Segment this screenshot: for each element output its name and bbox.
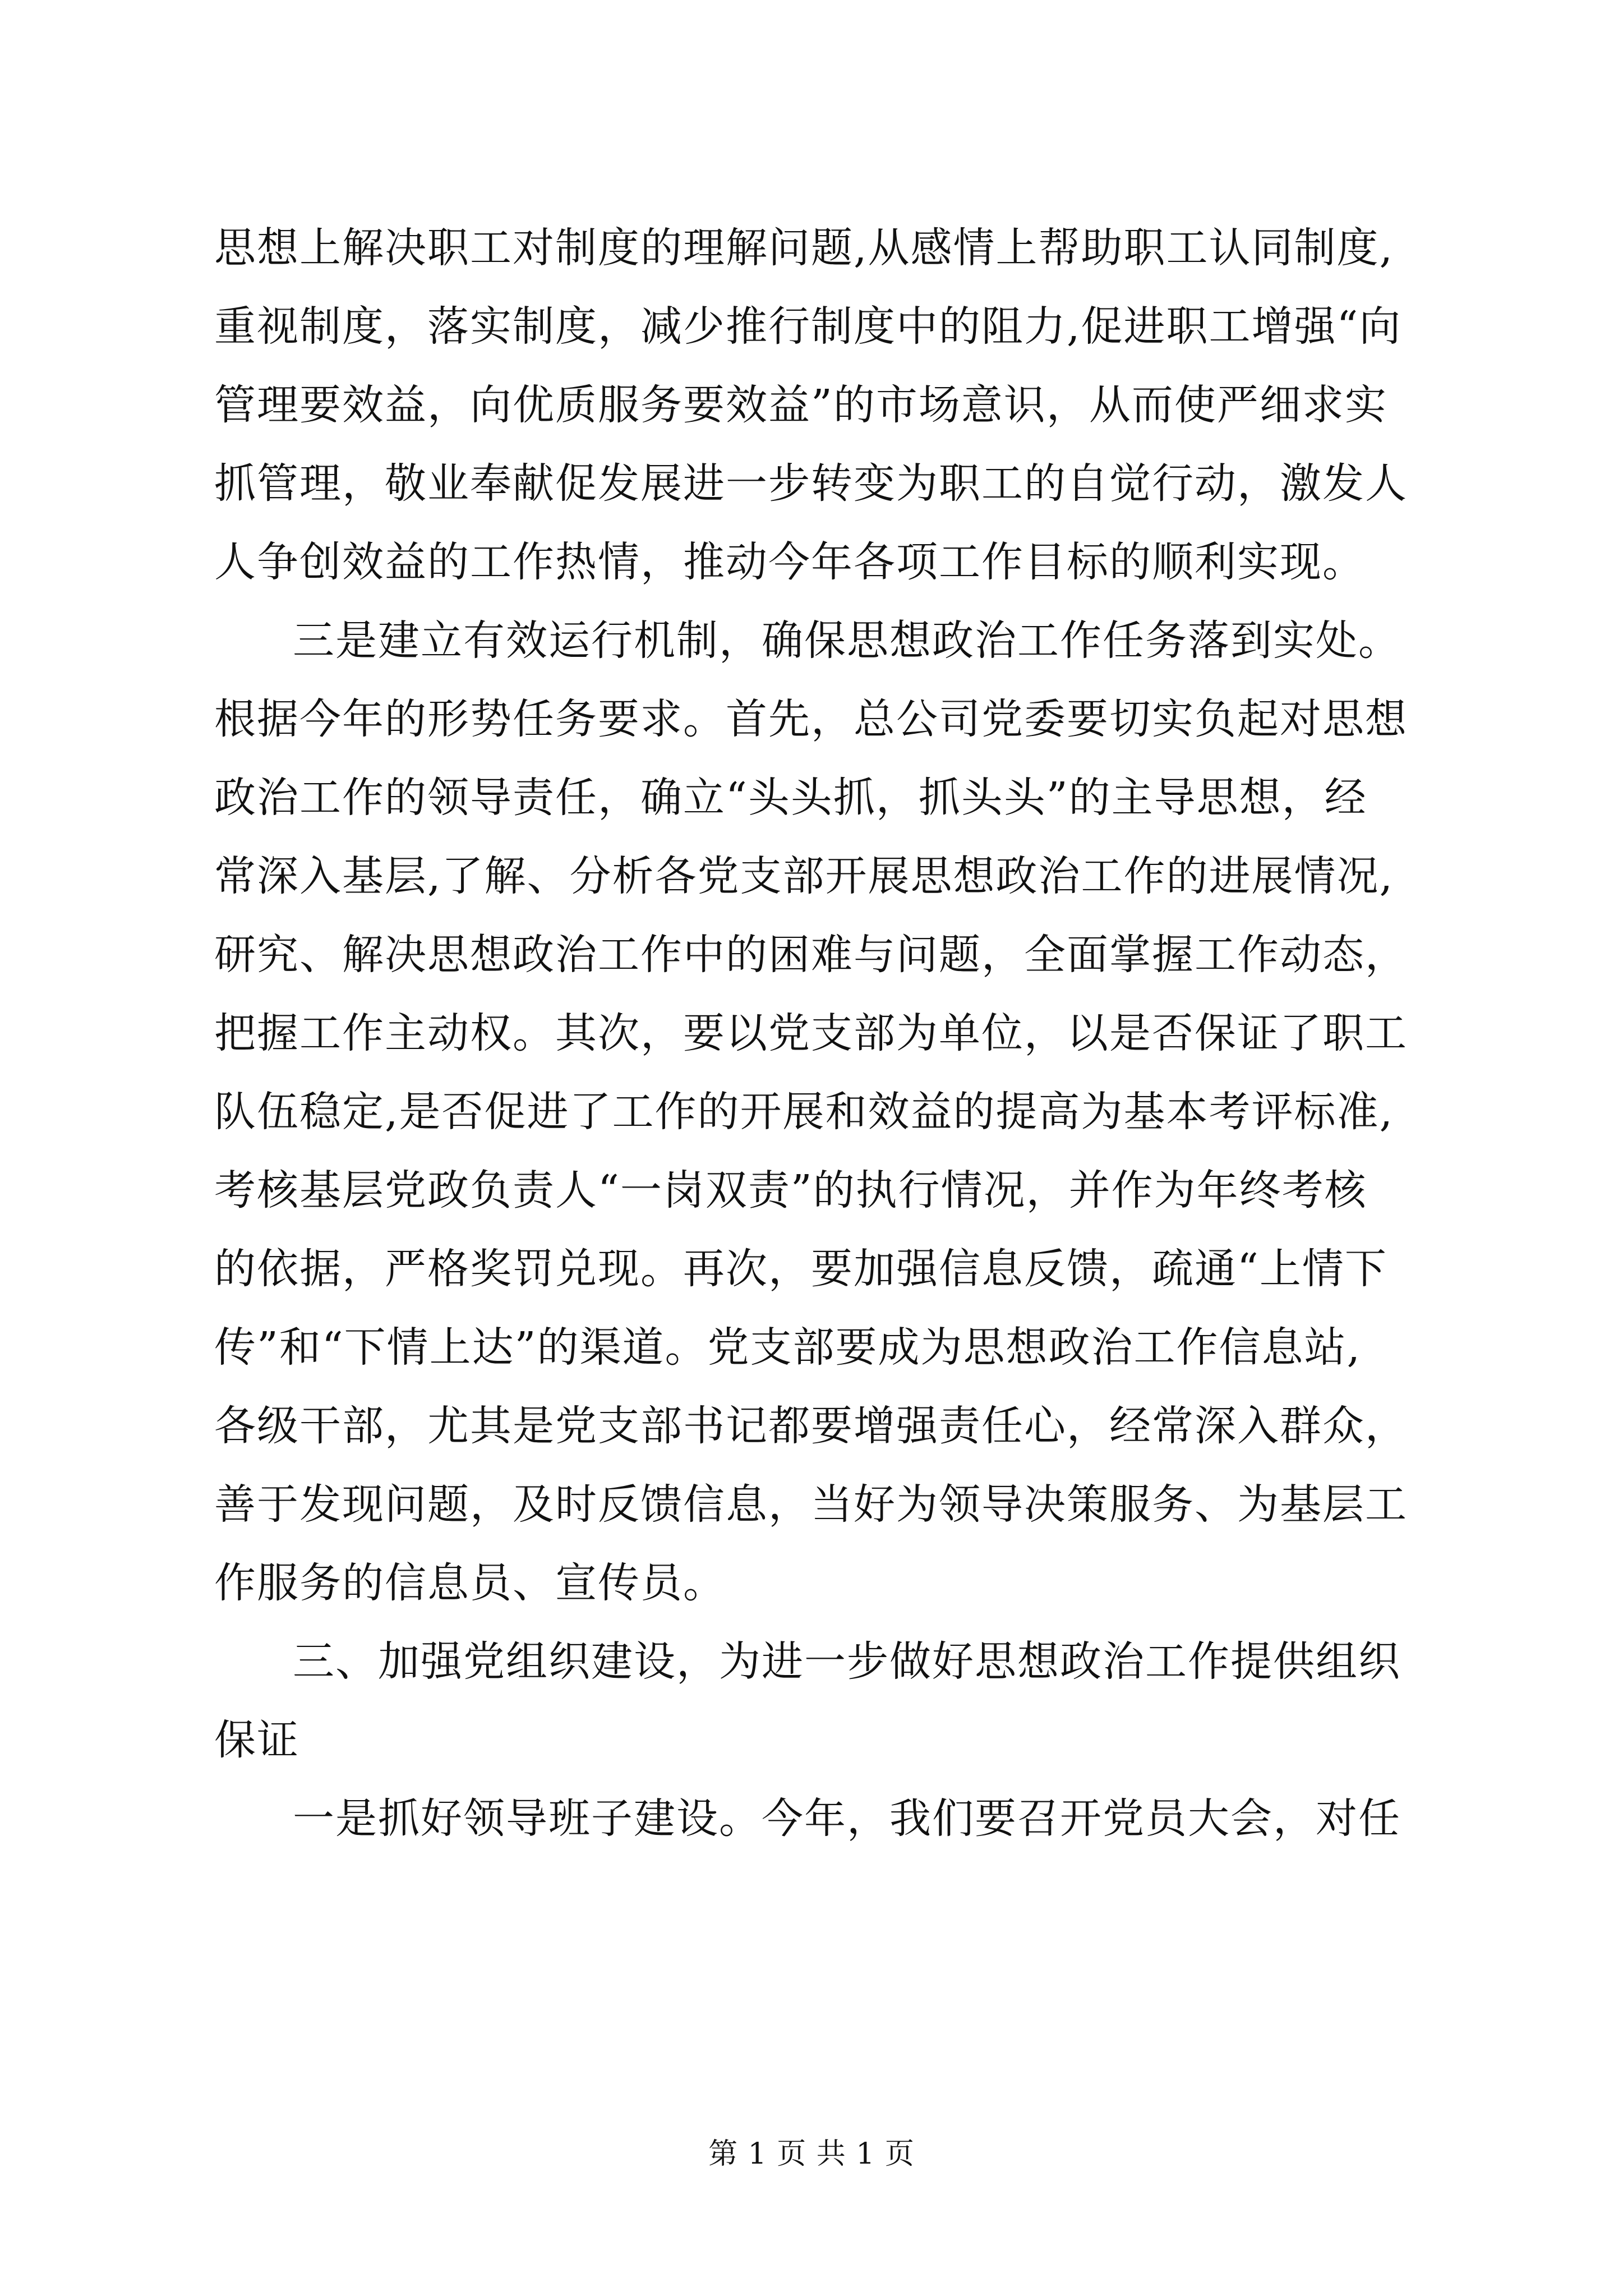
text-line-10: 研究、解决思想政治工作中的困难与问题，全面掌握工作动态， (214, 931, 1408, 979)
text-line-11: 把握工作主动权。其次，要以党支部为单位，以是否保证了职工 (214, 1009, 1408, 1057)
text-line-12: 队伍稳定,是否促进了工作的开展和效益的提高为基本考评标准, (214, 1088, 1394, 1136)
text-line-17: 善于发现问题，及时反馈信息，当好为领导决策服务、为基层工 (214, 1480, 1408, 1529)
text-line-8: 政治工作的领导责任，确立“头头抓，抓头头”的主导思想，经 (214, 774, 1367, 822)
text-line-16: 各级干部，尤其是党支部书记都要增强责任心，经常深入群众， (214, 1402, 1408, 1450)
page-footer: 第 1 页 共 1 页 (708, 2137, 915, 2171)
text-line-5: 人争创效益的工作热情，推动今年各项工作目标的顺利实现。 (214, 538, 1365, 586)
text-line-2: 重视制度，落实制度，减少推行制度中的阻力,促进职工增强“向 (214, 302, 1402, 351)
text-line-9: 常深入基层,了解、分析各党支部开展思想政治工作的进展情况, (214, 852, 1394, 900)
text-line-7: 根据今年的形势任务要求。首先，总公司党委要切实负起对思想 (214, 695, 1408, 743)
text-line-13: 考核基层党政负责人“一岗双责”的执行情况，并作为年终考核 (214, 1166, 1367, 1214)
text-line-3: 管理要效益，向优质服务要效益”的市场意识，从而使严细求实 (214, 381, 1387, 429)
text-line-4: 抓管理，敬业奉献促发展进一步转变为职工的自觉行动，激发人 (214, 459, 1408, 508)
text-line-21: 一是抓好领导班子建设。今年，我们要召开党员大会，对任 (293, 1795, 1401, 1843)
text-line-6: 三是建立有效运行机制，确保思想政治工作任务落到实处。 (293, 616, 1401, 665)
text-line-15: 传”和“下情上达”的渠道。党支部要成为思想政治工作信息站, (214, 1323, 1362, 1372)
text-line-20: 保证 (214, 1716, 299, 1764)
text-line-19: 三、加强党组织建设，为进一步做好思想政治工作提供组织 (293, 1637, 1401, 1686)
text-line-18: 作服务的信息员、宣传员。 (214, 1559, 726, 1607)
text-line-14: 的依据，严格奖罚兑现。再次，要加强信息反馈，疏通“上情下 (214, 1245, 1387, 1293)
text-line-1: 思想上解决职工对制度的理解问题,从感情上帮助职工认同制度, (214, 224, 1394, 272)
